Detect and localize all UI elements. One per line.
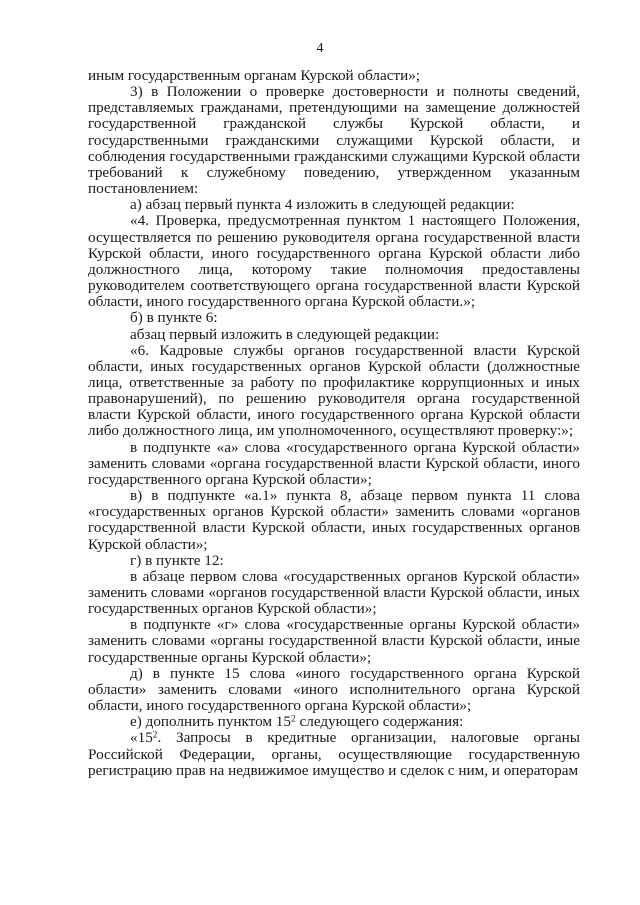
paragraph: г) в пункте 12:	[130, 551, 224, 569]
paragraph: 3) в Положении о проверке достоверности и полноты сведений, представляемых гражданами, претендующими на замещение должностей государственной гражданской службы Курской области, и государственными гражданскими служащими Курской области, и соблюдения государственными гражданскими служащими Курской области требований к служебному поведению, утвержденном указанным постановлением:	[88, 83, 580, 198]
paragraph: в) в подпункте «а.1» пункта 8, абзаце первом пункта 11 слова «государственных органов Курской области» заменить словами «органов государственной власти Курской области, иных государственных органов Курской области»;	[88, 487, 580, 553]
document-body	[88, 68, 580, 779]
paragraph	[88, 714, 580, 730]
text-segment: е) дополнить пунктом 15	[130, 713, 291, 731]
superscript: 2	[291, 714, 296, 725]
paragraph: д) в пункте 15 слова «иного государственного органа Курской области» заменить словами «иного исполнительного органа Курской области, иного государственного органа Курской области»;	[88, 664, 580, 715]
text-segment: . Запросы в кредитные организации, налоговые органы Российской Федерации, органы, осуществляющие государственную регистрацию прав на недвижимое имущество и сделок с ним, и операторам	[88, 729, 580, 779]
paragraph: иным государственным органам Курской области»;	[88, 67, 421, 84]
text-segment: следующего содержания:	[295, 713, 464, 731]
paragraph: в абзаце первом слова «государственных органов Курской области» заменить словами «органов государственной власти Курской области, иных государственных органов Курской области»;	[88, 567, 580, 618]
paragraph	[88, 730, 580, 778]
paragraph: «6. Кадровые службы органов государственной власти Курской области, иных государственных органов Курской области (должностные лица, ответственные за работу по профилактике коррупционных и иных правонарушений), по решению руководителя органа государственной власти Курской области, иного государственного органа Курской области либо должностного лица, им уполномоченного, осуществляют проверку:»;	[88, 341, 580, 440]
paragraph: б) в пункте 6:	[130, 309, 218, 327]
superscript: 2	[152, 730, 158, 741]
paragraph: в подпункте «а» слова «государственного органа Курской области» заменить словами «органа государственной власти Курской области, иного государственного органа Курской области»;	[88, 438, 580, 488]
text-segment: «15	[130, 729, 153, 747]
paragraph: а) абзац первый пункта 4 изложить в следующей редакции:	[130, 196, 515, 214]
page-number: 4	[316, 41, 324, 56]
paragraph: «4. Проверка, предусмотренная пунктом 1 настоящего Положения, осуществляется по решению руководителя органа государственной власти Курской области, иного государственного органа Курской области либо должностного лица, которому такие полномочия предоставлены руководителем соответствующего органа государственной власти Курской области, иного государственного органа Курской области.»;	[88, 212, 580, 311]
paragraph: в подпункте «г» слова «государственные органы Курской области» заменить словами «органы государственной власти Курской области, иные государственные органы Курской области»;	[88, 616, 580, 666]
paragraph: абзац первый изложить в следующей редакции:	[130, 325, 440, 343]
